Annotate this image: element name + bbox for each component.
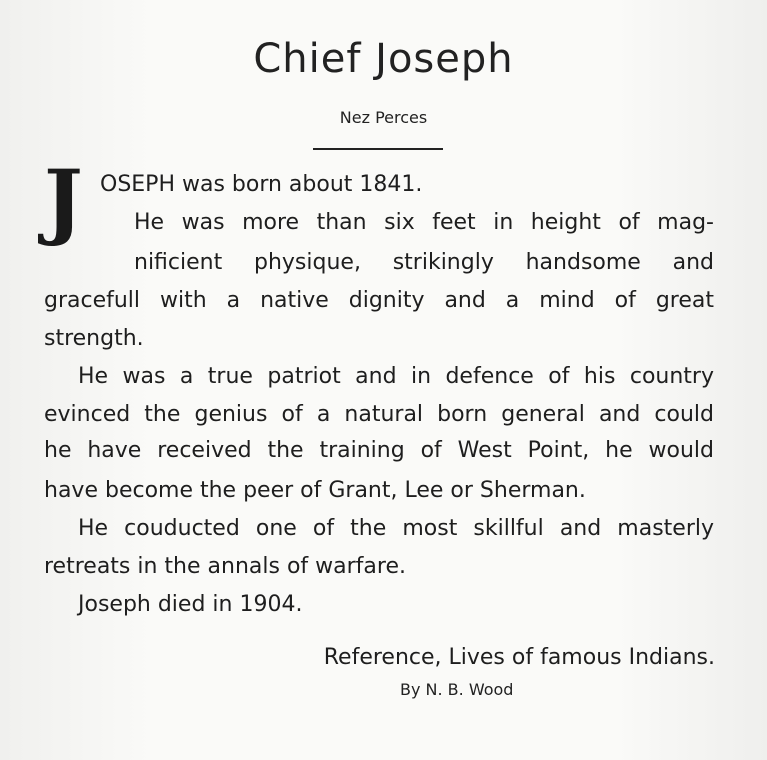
page-title: Chief Joseph bbox=[253, 36, 514, 82]
body-line: he have received the training of West Point, he would bbox=[44, 438, 714, 463]
body-line: He was more than six feet in height of mag- bbox=[134, 210, 714, 235]
body-line: nificient physique, strikingly handsome and bbox=[134, 250, 714, 275]
drop-cap-letter: J bbox=[44, 153, 83, 249]
body-line: evinced the genius of a natural born general and could bbox=[44, 402, 714, 427]
body-line: retreats in the annals of warfare. bbox=[44, 554, 406, 579]
body-line: He couducted one of the most skillful and masterly bbox=[78, 516, 714, 541]
body-line: have become the peer of Grant, Lee or Sherman. bbox=[44, 478, 586, 503]
reference-author: By N. B. Wood bbox=[400, 680, 514, 699]
reference-line: Reference, Lives of famous Indians. bbox=[323, 645, 715, 670]
body-line: He was a true patriot and in defence of his country bbox=[78, 364, 714, 389]
page-subtitle: Nez Perces bbox=[339, 108, 428, 127]
body-line: gracefull with a native dignity and a mind of great bbox=[44, 288, 714, 313]
body-line: OSEPH was born about 1841. bbox=[100, 172, 423, 197]
body-line: Joseph died in 1904. bbox=[78, 592, 303, 617]
body-line: strength. bbox=[44, 326, 144, 351]
title-divider bbox=[313, 148, 443, 150]
